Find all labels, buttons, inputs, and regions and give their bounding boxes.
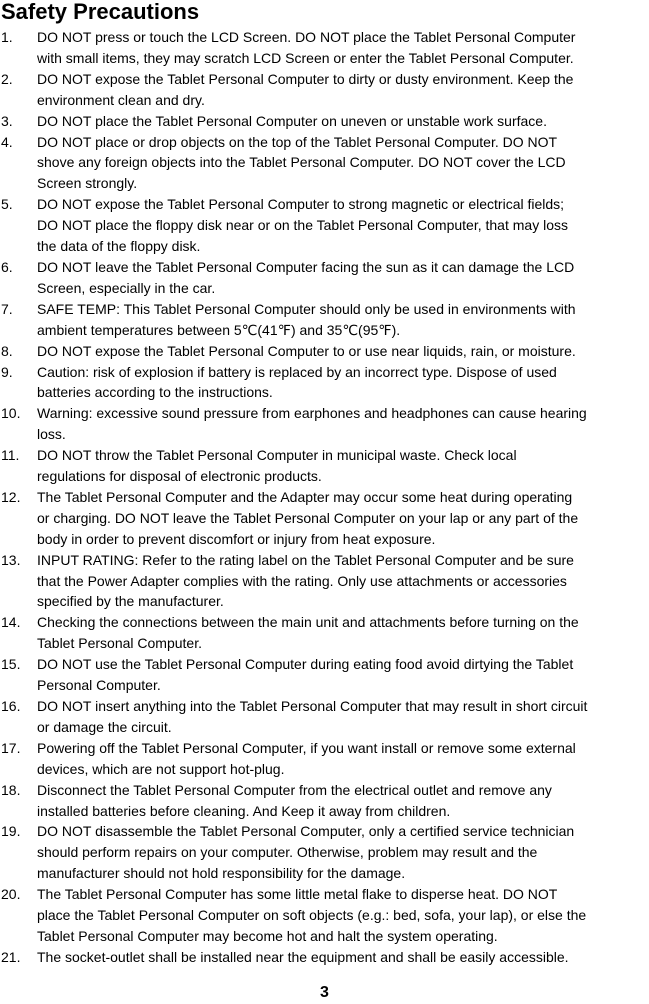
list-item — [0, 69, 649, 111]
item-text: DO NOT leave the Tablet Personal Computer facing the sun as it can damage the LCD Screen, especially in the car. — [37, 258, 575, 296]
list-item — [0, 111, 649, 132]
list-item — [0, 299, 649, 341]
list-item — [0, 947, 649, 968]
list-item — [0, 403, 649, 445]
item-text: DO NOT disassemble the Tablet Personal Computer, only a certified service technician should perform repairs on your computer. Otherwise, problem may result and the manufacturer should not hold responsibility for the damage. — [37, 823, 575, 882]
item-number: 9. — [1, 363, 13, 380]
item-number: 7. — [1, 300, 13, 317]
item-text: DO NOT expose the Tablet Personal Computer to dirty or dusty environment. Keep the environment clean and dry. — [37, 70, 574, 108]
list-item — [0, 884, 649, 947]
list-item — [0, 27, 649, 69]
list-item — [0, 654, 649, 696]
item-text: DO NOT throw the Tablet Personal Computer in municipal waste. Check local regulations for disposal of electronic products. — [37, 447, 517, 485]
list-item — [0, 821, 649, 884]
list-item — [0, 738, 649, 780]
item-text: Warning: excessive sound pressure from earphones and headphones can cause hearing loss. — [37, 405, 587, 443]
list-item — [0, 487, 649, 550]
item-text: The Tablet Personal Computer and the Adapter may occur some heat during operating or charging. DO NOT leave the Tablet Personal Computer on your lap or any part of the body in order to prevent discomfort or injury from heat exposure. — [37, 488, 579, 547]
item-number: 16. — [1, 698, 21, 714]
item-number: 19. — [1, 823, 21, 840]
item-text: The Tablet Personal Computer has some little metal flake to disperse heat. DO NOT place the Tablet Personal Computer on soft objects (e.g.: bed, sofa, your lap), or else the Tablet Personal Computer may become hot and halt the system operating. — [37, 886, 587, 944]
list-item — [0, 341, 649, 362]
item-number: 6. — [1, 258, 13, 275]
item-number: 8. — [1, 342, 13, 359]
item-text: Caution: risk of explosion if battery is replaced by an incorrect type. Dispose of used batteries according to the instructions. — [37, 363, 557, 401]
item-number: 10. — [1, 405, 21, 422]
list-item — [0, 132, 649, 195]
item-text: Checking the connections between the main unit and attachments before turning on the Tablet Personal Computer. — [37, 614, 579, 652]
item-text: DO NOT place or drop objects on the top of the Tablet Personal Computer. DO NOT shove any foreign objects into the Tablet Personal Computer. DO NOT cover the LCD Screen strongly. — [37, 133, 566, 192]
item-number: 17. — [1, 739, 21, 756]
item-text: Disconnect the Tablet Personal Computer from the electrical outlet and remove any installed batteries before cleaning. And Keep it away from children. — [37, 781, 552, 819]
item-number: 5. — [1, 196, 13, 213]
item-number: 11. — [1, 447, 20, 464]
item-text: DO NOT press or touch the LCD Screen. DO NOT place the Tablet Personal Computer with small items, they may scratch LCD Screen or enter the Tablet Personal Computer. — [37, 29, 576, 66]
item-text: DO NOT insert anything into the Tablet Personal Computer that may result in short circuit or damage the circuit. — [37, 698, 588, 735]
list-item — [0, 696, 649, 738]
item-text: SAFE TEMP: This Tablet Personal Computer should only be used in environments with ambient temperatures between 5℃(41℉) and 35℃(95℉). — [37, 300, 576, 338]
item-number: 20. — [1, 886, 21, 903]
item-text: DO NOT use the Tablet Personal Computer during eating food avoid dirtying the Tablet Personal Computer. — [37, 656, 574, 694]
list-item — [0, 445, 649, 487]
item-number: 15. — [1, 656, 21, 673]
safety-precautions-list — [0, 27, 649, 968]
list-item — [0, 612, 649, 654]
list-item — [0, 550, 649, 613]
page-number: 3 — [320, 984, 329, 1001]
item-text: DO NOT expose the Tablet Personal Computer to or use near liquids, rain, or moisture. — [37, 342, 576, 359]
item-number: 13. — [1, 551, 21, 568]
list-item — [0, 780, 649, 822]
item-number: 21. — [1, 948, 21, 965]
item-number: 12. — [1, 488, 21, 505]
item-text: DO NOT place the Tablet Personal Computer on uneven or unstable work surface. — [37, 112, 547, 129]
item-number: 4. — [1, 133, 13, 150]
item-text: The socket-outlet shall be installed near the equipment and shall be easily accessible. — [37, 948, 569, 965]
item-text: Powering off the Tablet Personal Computer, if you want install or remove some external devices, which are not support hot-plug. — [37, 739, 576, 777]
list-item — [0, 257, 649, 299]
item-number: 1. — [1, 29, 13, 45]
page-title: Safety Precautions — [1, 0, 200, 24]
list-item — [0, 362, 649, 404]
item-text: INPUT RATING: Refer to the rating label on the Tablet Personal Computer and be sure that the Power Adapter complies with the rating. Only use attachments or accessories specified by the manufacturer. — [37, 551, 574, 610]
item-number: 18. — [1, 781, 21, 798]
item-number: 2. — [1, 70, 13, 87]
item-number: 14. — [1, 614, 21, 631]
item-text: DO NOT expose the Tablet Personal Computer to strong magnetic or electrical fields; DO NOT place the floppy disk near or on the Tablet Personal Computer, that may loss the data of the floppy disk. — [37, 196, 568, 255]
item-number: 3. — [1, 112, 13, 129]
list-item — [0, 194, 649, 257]
